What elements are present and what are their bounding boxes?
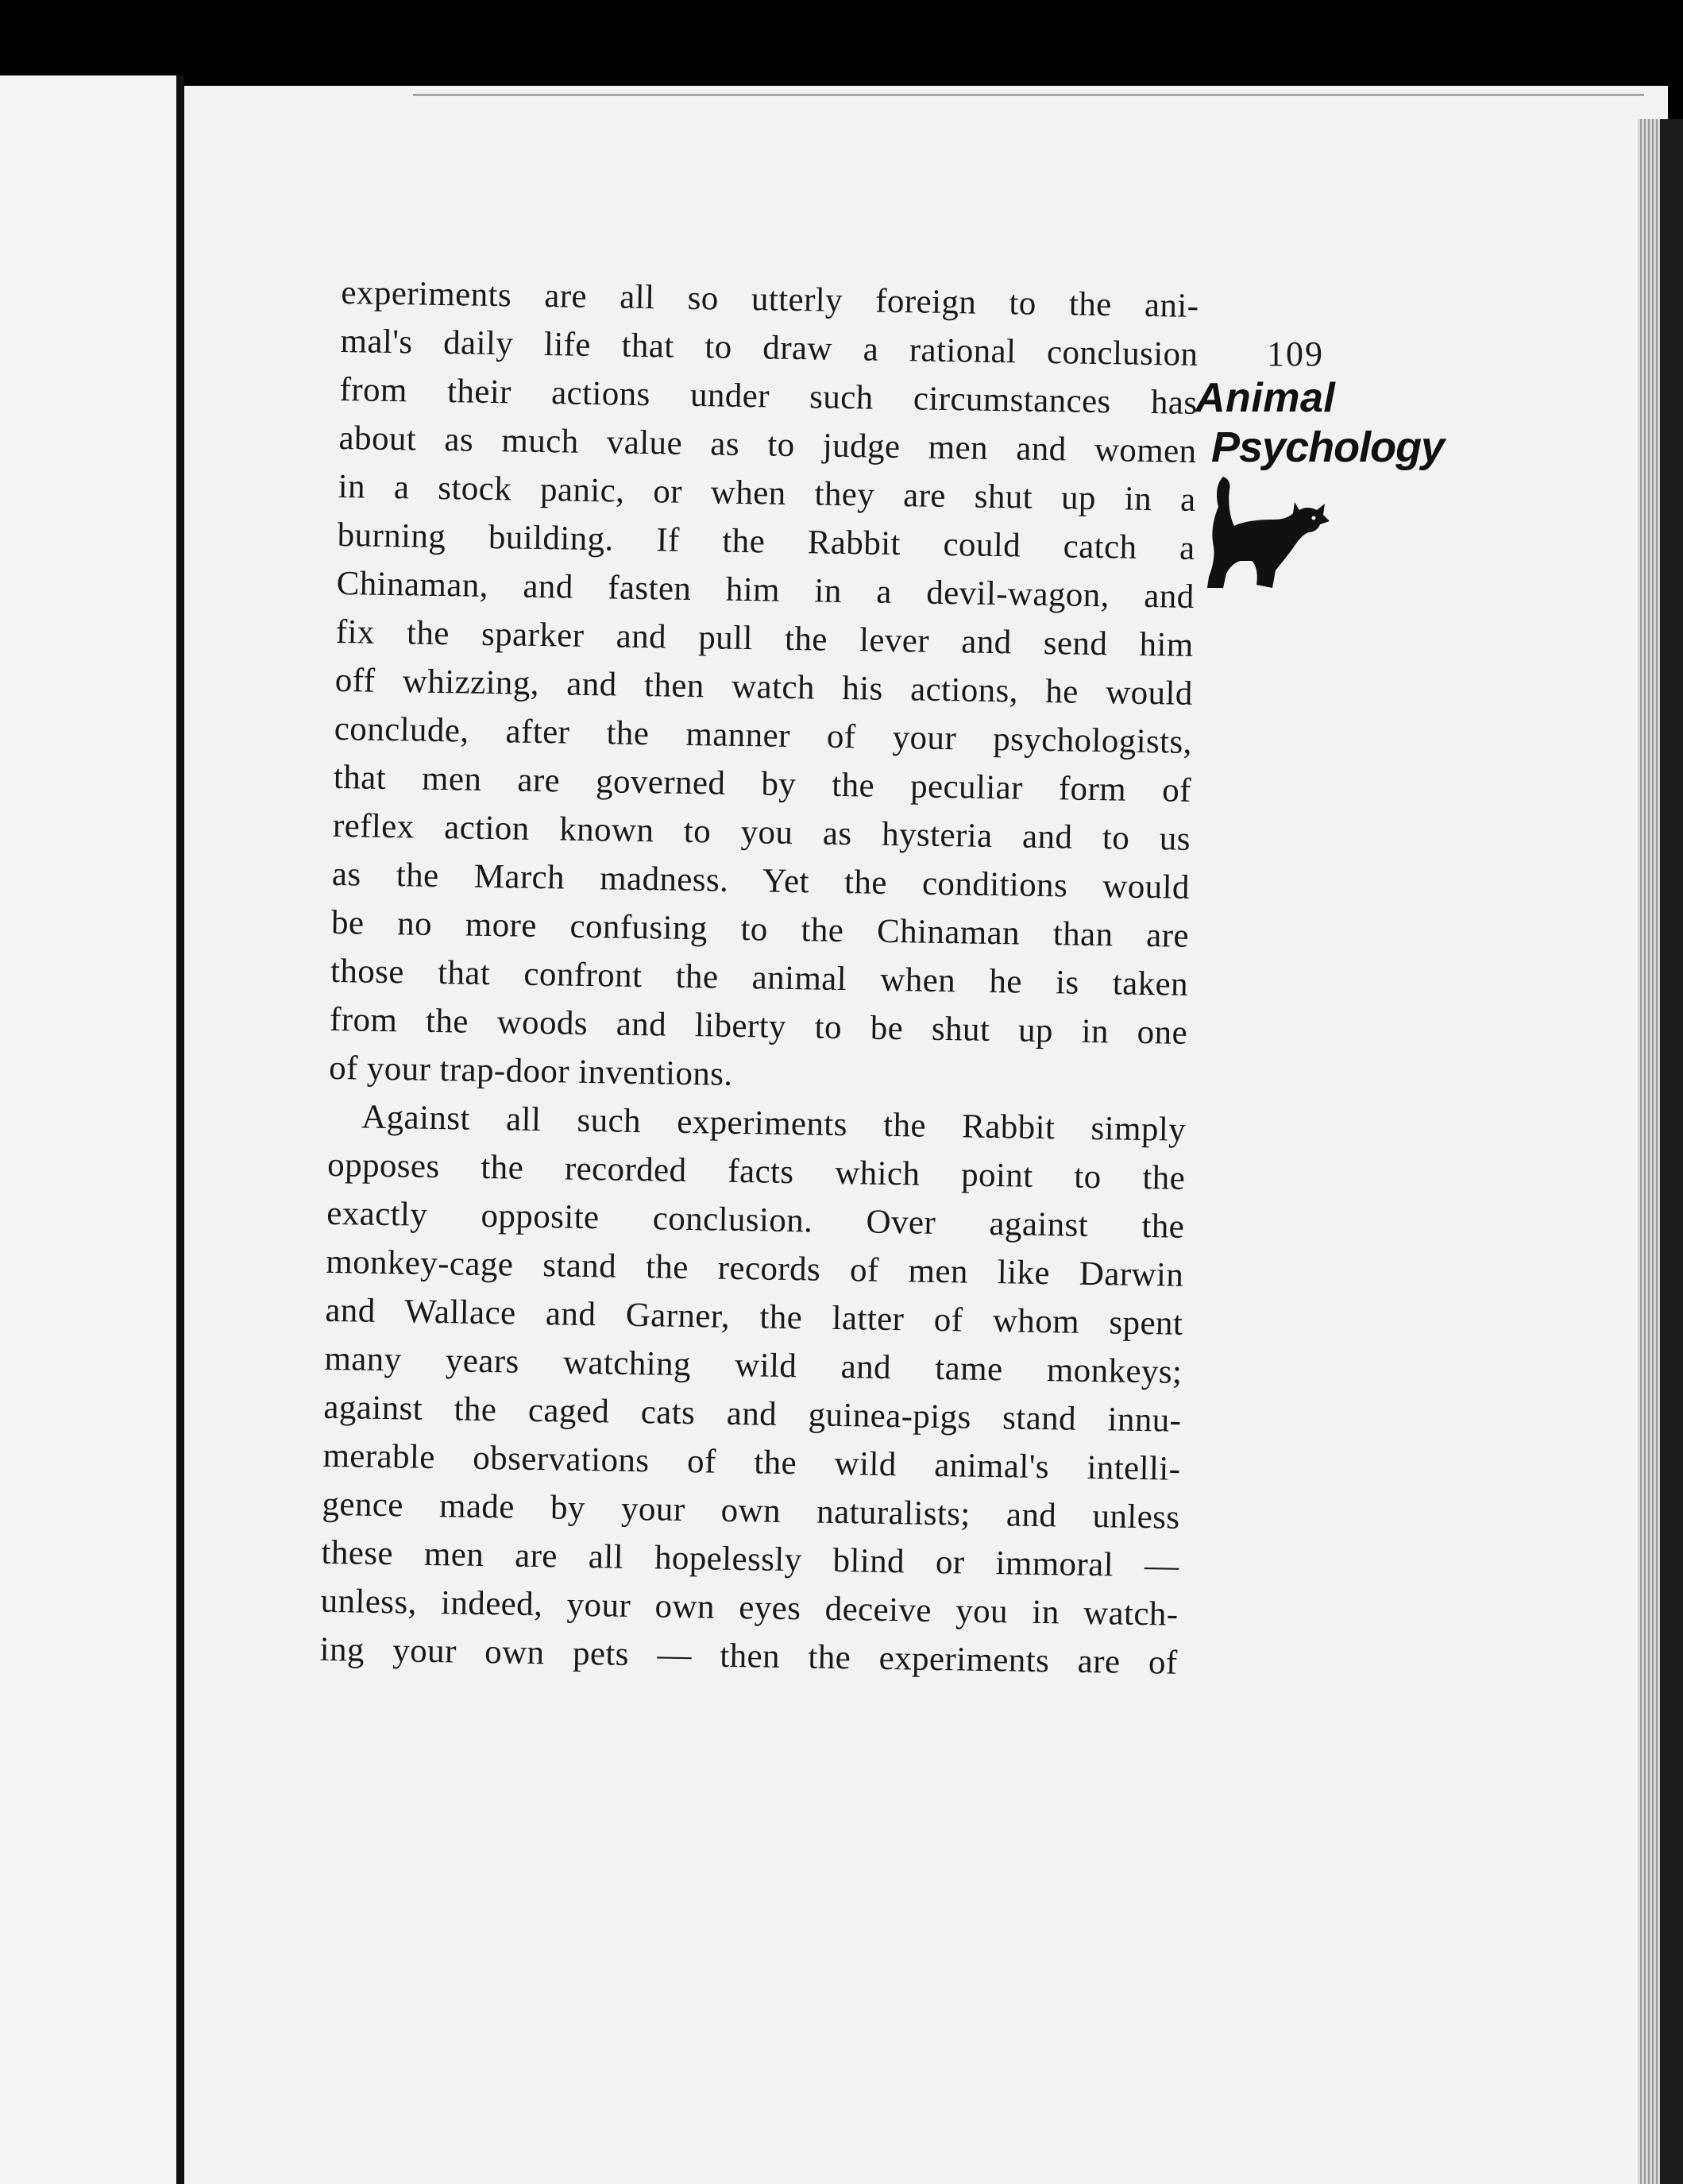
body-line: these men are all hopelessly blind or immoral —	[321, 1533, 1179, 1585]
body-line: in a stock panic, or when they are shut up in a	[338, 467, 1196, 519]
body-line: about as much value as to judge men and women	[338, 419, 1197, 470]
running-head-line-1: Animal	[1195, 375, 1336, 421]
body-line: ing your own pets — then the experiments are of	[319, 1630, 1178, 1682]
body-line: burning building. If the Rabbit could catch a	[337, 516, 1195, 567]
body-line: monkey-cage stand the records of men like Darwin	[325, 1243, 1184, 1294]
paragraph-first-line: Against all such experiments the Rabbit simply	[361, 1098, 1187, 1149]
body-line: from the woods and liberty to be shut up in one	[329, 1000, 1188, 1052]
body-line: gence made by your own naturalists; and unless	[322, 1485, 1180, 1537]
body-line: be no more confusing to the Chinaman than are	[330, 903, 1190, 955]
body-line: fix the sparker and pull the lever and send him	[335, 613, 1195, 664]
body-line: unless, indeed, your own eyes deceive you in watch-	[320, 1582, 1179, 1633]
running-head-line-2: Psychology	[1211, 423, 1445, 471]
body-line: from their actions under such circumstances has	[339, 370, 1198, 422]
body-line: many years watching wild and tame monkeys;	[324, 1339, 1183, 1391]
body-line: conclude, after the manner of your psychologists,	[334, 709, 1193, 761]
body-line: and Wallace and Garner, the latter of whom spent	[325, 1291, 1183, 1343]
running-head	[1195, 373, 1444, 472]
body-line: against the caged cats and guinea-pigs stand innu-	[323, 1388, 1182, 1440]
body-line: mal's daily life that to draw a rational conclusion	[340, 322, 1199, 373]
book-cover-edge	[1660, 119, 1683, 2184]
page-number: 109	[1267, 334, 1324, 373]
body-line: experiments are all so utterly foreign to the ani-	[341, 273, 1199, 325]
body-line: as the March madness. Yet the conditions would	[331, 855, 1191, 906]
facing-page-edge	[0, 75, 179, 2184]
body-text	[319, 269, 1199, 1687]
body-line: of your trap-door inventions.	[328, 1049, 733, 1093]
body-line: those that confront the animal when he is taken	[330, 952, 1189, 1003]
body-line: Chinaman, and fasten him in a devil-wagon, and	[336, 564, 1195, 616]
book-gutter	[176, 75, 184, 2184]
body-line: exactly opposite conclusion. Over against the	[326, 1194, 1185, 1246]
body-line: opposes the recorded facts which point to the	[326, 1146, 1186, 1197]
body-line: merable observations of the wild animal's intelli-	[322, 1436, 1181, 1488]
top-border-rule	[413, 94, 1644, 96]
body-line: off whizzing, and then watch his actions, he would	[334, 661, 1194, 713]
body-line: that men are governed by the peculiar form of	[333, 758, 1192, 810]
cat-icon	[1206, 469, 1337, 596]
body-line: reflex action known to you as hysteria and to us	[332, 806, 1191, 858]
